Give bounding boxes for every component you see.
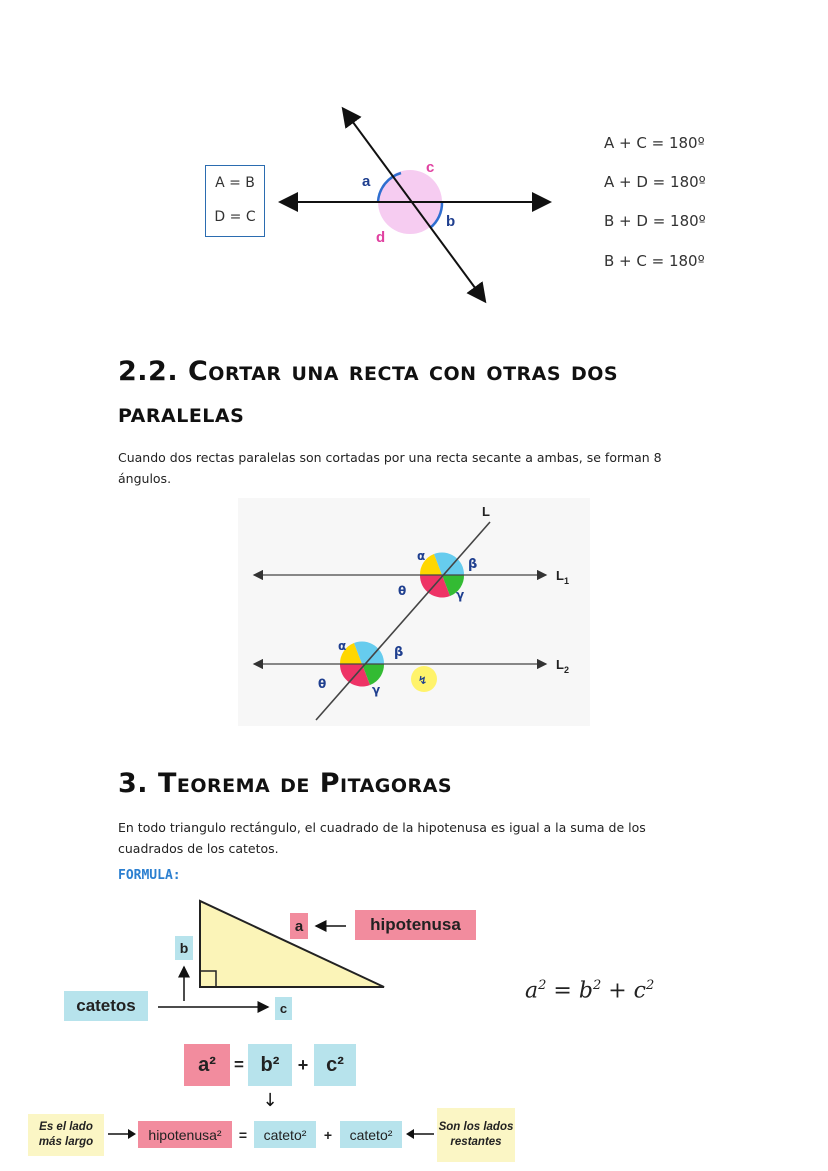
section-22-title-line2: paralelas <box>118 398 245 429</box>
label-a: a <box>362 173 371 190</box>
equation-a-c: A + C = 180º <box>604 134 705 152</box>
label-L: L <box>482 504 490 519</box>
formula-label: FORMULA: <box>118 868 181 883</box>
chip-hipotenusa2: hipotenusa² <box>138 1121 232 1148</box>
bottom-equals: = <box>238 1126 248 1143</box>
lower-alpha-label: α <box>338 639 347 653</box>
label-b: b <box>446 213 456 230</box>
equation-a-d: A + D = 180º <box>604 173 706 191</box>
label-d: d <box>376 229 386 246</box>
down-arrow-icon: ↓ <box>262 1089 278 1111</box>
chip-cateto2-b: cateto² <box>340 1121 402 1148</box>
label-L2: $L_2$ <box>556 657 569 675</box>
parallel-lines-diagram <box>238 498 590 726</box>
equation-b-c: B + C = 180º <box>604 252 705 270</box>
note-son-los-lados: Son los lados restantes <box>437 1108 515 1162</box>
section-22-title-line1: 2.2. Cortar una recta con otras dos <box>118 356 619 387</box>
box-a2: a² <box>184 1044 230 1086</box>
note-es-el-lado: Es el lado más largo <box>28 1114 104 1156</box>
math-b-exp: 2 <box>592 978 602 993</box>
equation-b-d: B + D = 180º <box>604 212 706 230</box>
upper-alpha-label: α <box>417 549 426 563</box>
upper-theta-label: θ <box>398 584 407 598</box>
math-a-exp: 2 <box>538 978 547 993</box>
intersecting-lines-diagram <box>270 100 570 310</box>
diagram-background <box>238 498 590 726</box>
math-b: b <box>578 978 593 1004</box>
equality-a-b: A = B <box>215 175 255 191</box>
box-c2: c² <box>314 1044 356 1086</box>
math-c-exp: 2 <box>645 978 655 993</box>
section-22-text: Cuando dos rectas paralelas son cortadas por una recta secante a ambas, se forman 8 ángulos. <box>118 450 662 486</box>
label-c: c <box>426 159 435 176</box>
chip-c: c <box>275 997 292 1020</box>
math-a: a <box>525 978 539 1004</box>
section-3-title: 3. Teorema de Pitagoras <box>118 768 453 799</box>
math-c: c <box>633 978 646 1004</box>
chip-catetos: catetos <box>64 991 148 1021</box>
label-L1: $L_1$ <box>556 568 569 586</box>
pythagoras-equation <box>525 978 654 1003</box>
lower-beta-label: β <box>394 645 404 660</box>
secant-line <box>344 110 484 300</box>
arrow-left-icon <box>404 1126 436 1142</box>
lower-gamma-label: γ <box>372 683 381 697</box>
equality-box <box>205 165 265 237</box>
upper-gamma-label: γ <box>456 588 465 602</box>
math-equals: = <box>553 978 572 1004</box>
chip-a: a <box>290 913 308 939</box>
box-equals: = <box>234 1055 244 1074</box>
chip-b: b <box>175 936 193 960</box>
box-b2: b² <box>248 1044 292 1086</box>
section-3-text: En todo triangulo rectángulo, el cuadrado de la hipotenusa es igual a la suma de los cuadrados de los catetos. <box>118 820 646 856</box>
chip-hipotenusa: hipotenusa <box>355 910 476 940</box>
arrow-right-icon <box>106 1126 138 1142</box>
equality-d-c: D = C <box>214 209 256 225</box>
lower-theta-label: θ <box>318 677 327 691</box>
math-plus: + <box>608 978 627 1004</box>
bottom-plus: + <box>323 1126 333 1143</box>
chip-cateto2-a: cateto² <box>254 1121 316 1148</box>
box-plus: + <box>297 1054 309 1075</box>
upper-beta-label: β <box>468 557 478 572</box>
marker-glyph: ↯ <box>418 674 428 687</box>
